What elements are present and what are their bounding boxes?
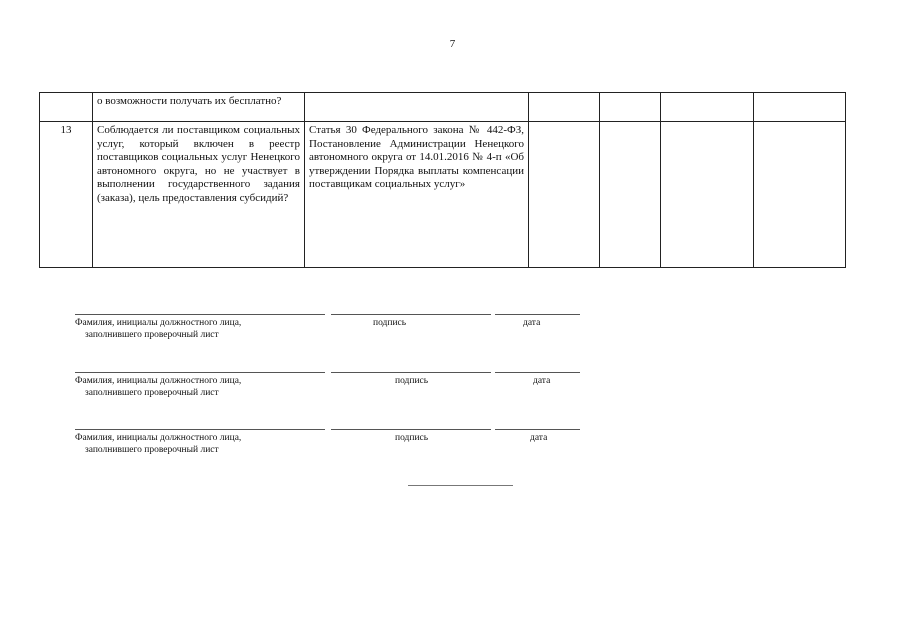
closing-divider xyxy=(408,485,513,486)
empty-cell xyxy=(600,122,661,268)
name-label: Фамилия, инициалы должностного лица, xyxy=(75,376,242,386)
name-label-line2: заполнившего проверочный лист xyxy=(85,388,219,398)
date-label: дата xyxy=(523,318,541,328)
signature-label: подпись xyxy=(373,318,407,328)
signature-label: подпись xyxy=(395,433,429,443)
signature-block xyxy=(75,429,580,469)
question-cell: о возможности получать их бесплатно? xyxy=(93,93,305,122)
signature-block xyxy=(75,372,580,412)
legal-basis-cell xyxy=(305,93,529,122)
name-line xyxy=(75,429,325,430)
table-row xyxy=(40,122,846,268)
name-label-line2: заполнившего проверочный лист xyxy=(85,445,219,455)
empty-cell xyxy=(529,93,600,122)
name-line xyxy=(75,314,325,315)
empty-cell xyxy=(754,122,846,268)
row-number: 13 xyxy=(40,122,93,268)
date-label: дата xyxy=(530,433,548,443)
date-line xyxy=(495,429,580,430)
signature-line xyxy=(331,372,491,373)
signature-label: подпись xyxy=(395,376,429,386)
date-label: дата xyxy=(533,376,551,386)
question-cell: Соблюдается ли поставщиком социальных услуг, который включен в реестр поставщиков социальных услуг Ненецкого автономного округа, но не участвует в выполнении государственного задания (заказа), цель предоставления субсидий? xyxy=(93,122,305,268)
date-line xyxy=(495,314,580,315)
row-number xyxy=(40,93,93,122)
signature-block xyxy=(75,314,580,354)
page-number: 7 xyxy=(449,38,456,50)
empty-cell xyxy=(754,93,846,122)
legal-basis-cell: Статья 30 Федерального закона № 442-ФЗ, Постановление Администрации Ненецкого автономного округа от 14.01.2016 № 4-п «Об утверждении Порядка выплаты компенсации поставщикам социальных услуг» xyxy=(305,122,529,268)
name-label: Фамилия, инициалы должностного лица, xyxy=(75,433,242,443)
empty-cell xyxy=(600,93,661,122)
checklist-table xyxy=(39,92,846,268)
table-row xyxy=(40,93,846,122)
date-line xyxy=(495,372,580,373)
empty-cell xyxy=(529,122,600,268)
name-label-line2: заполнившего проверочный лист xyxy=(85,330,219,340)
name-label: Фамилия, инициалы должностного лица, xyxy=(75,318,242,328)
name-line xyxy=(75,372,325,373)
empty-cell xyxy=(661,122,754,268)
signature-line xyxy=(331,429,491,430)
signature-line xyxy=(331,314,491,315)
empty-cell xyxy=(661,93,754,122)
